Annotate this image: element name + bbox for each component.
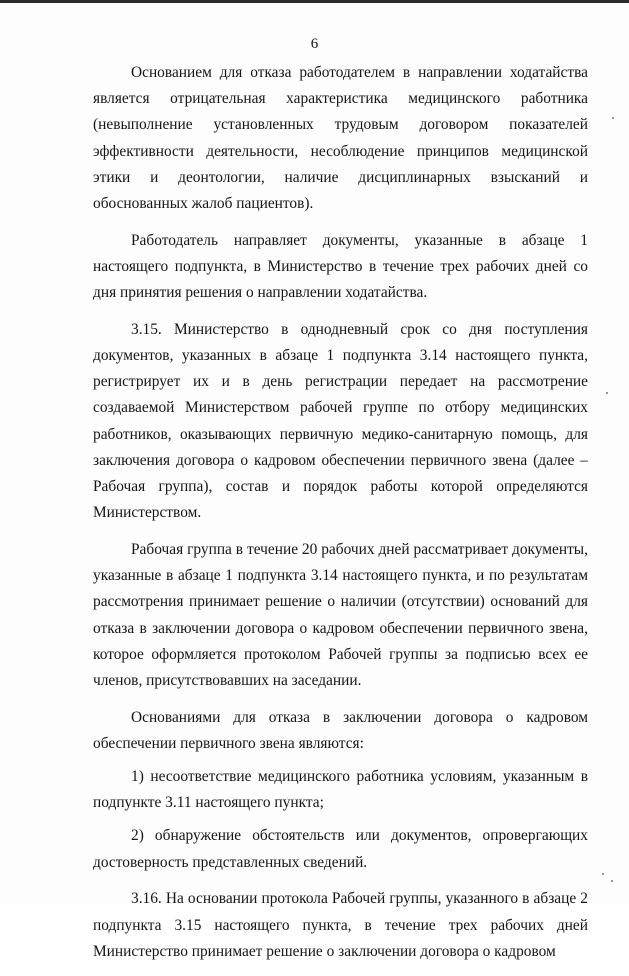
scan-speck	[612, 117, 614, 119]
scan-top-edge	[0, 0, 629, 3]
scan-speck	[611, 880, 613, 882]
paragraph-refusal-grounds-employer: Основанием для отказа работодателем в направлении ходатайства является отрицательная характеристика медицинского работника (невыполнение установленных трудовым договором показателей эффективности деятельности, несоблюдение принципов медицинской этики и деонтологии, наличие дисциплинарных взысканий и обоснованных жалоб пациентов).	[93, 64, 588, 213]
paragraph-3-15: 3.15. Министерство в однодневный срок со дня поступления документов, указанных в абзаце 1 подпункта 3.14 настоящего пункта, регистрирует их и в день регистрации передает на рассмотрение создаваемой Министерством рабочей группе по отбору медицинских работников, оказывающих первичную медико-санитарную помощь, для заключения договора о кадровом обеспечении первичного звена (далее – Рабочая группа), состав и порядок работы которой определяются Министерством.	[93, 320, 588, 522]
scan-speck	[602, 873, 604, 875]
paragraph-3-16: 3.16. На основании протокола Рабочей группы, указанного в абзаце 2 подпункта 3.15 настоящего пункта, в течение трех рабочих дней Министерство принимает решение о заключении договора о кадровом	[93, 890, 588, 960]
page-number: 6	[310, 36, 319, 52]
paragraph-working-group-review: Рабочая группа в течение 20 рабочих дней рассматривает документы, указанные в абзаце 1 подпункта 3.14 настоящего пункта, и по результатам рассмотрения принимает решение о наличии (отсутствии) оснований для отказа в заключении договора о кадровом обеспечении первичного звена, которое оформляется протоколом Рабочей группы за подписью всех ее членов, присутствовавших на заседании.	[93, 540, 588, 689]
paragraph-refusal-grounds-contract: Основаниями для отказа в заключении договора о кадровом обеспечении первичного звена являются:	[93, 708, 588, 752]
document-body	[93, 60, 588, 976]
list-item-1: 1) несоответствие медицинского работника условиям, указанным в подпункте 3.11 настоящего пункта;	[93, 768, 588, 812]
list-item-2: 2) обнаружение обстоятельств или документов, опровергающих достоверность представленных сведений.	[93, 827, 588, 871]
scan-speck	[606, 392, 608, 394]
paragraph-employer-sends-documents: Работодатель направляет документы, указанные в абзаце 1 настоящего подпункта, в Министерство в течение трех рабочих дней со дня принятия решения о направлении ходатайства.	[93, 231, 588, 302]
